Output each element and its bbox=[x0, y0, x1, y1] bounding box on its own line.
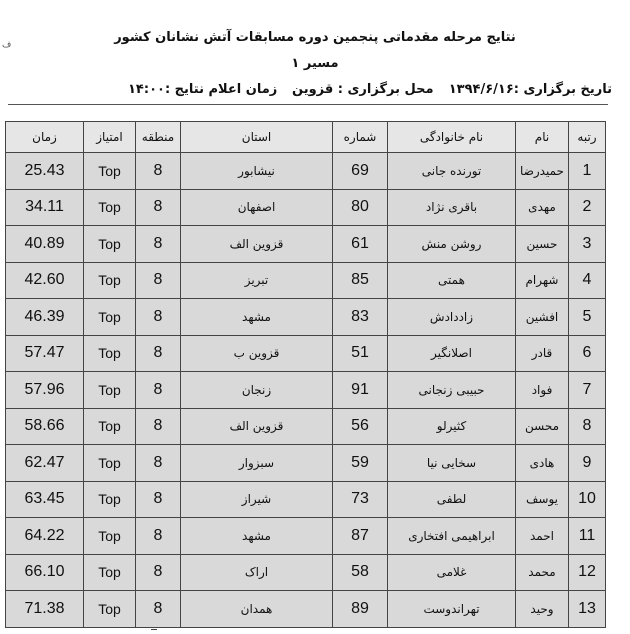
header-divider bbox=[8, 104, 608, 105]
header-rank: رتبه bbox=[569, 122, 606, 153]
header-province: استان bbox=[181, 122, 333, 153]
cell-number: 89 bbox=[333, 591, 388, 628]
cell-first-name: حسین bbox=[516, 226, 569, 263]
cell-time: 40.89 bbox=[6, 226, 84, 263]
cell-last-name: زاددادش bbox=[388, 299, 516, 336]
cell-region: 8 bbox=[136, 153, 181, 190]
cell-rank: 5 bbox=[569, 299, 606, 336]
cell-region: 8 bbox=[136, 299, 181, 336]
cell-province: تبریز bbox=[181, 262, 333, 299]
cell-time: 42.60 bbox=[6, 262, 84, 299]
cell-number: 59 bbox=[333, 445, 388, 482]
cell-rank: 12 bbox=[569, 554, 606, 591]
table-row bbox=[6, 518, 606, 555]
cell-number: 51 bbox=[333, 335, 388, 372]
table-row bbox=[6, 335, 606, 372]
cell-region: 8 bbox=[136, 189, 181, 226]
cell-time: 64.22 bbox=[6, 518, 84, 555]
cell-rank: 8 bbox=[569, 408, 606, 445]
cell-time: 57.96 bbox=[6, 372, 84, 409]
cell-score: Top bbox=[84, 554, 136, 591]
header-last-name: نام خانوادگی bbox=[388, 122, 516, 153]
cell-time: 63.45 bbox=[6, 481, 84, 518]
header-time: زمان bbox=[6, 122, 84, 153]
cell-time: 57.47 bbox=[6, 335, 84, 372]
cell-score: Top bbox=[84, 408, 136, 445]
cell-province: قزوین ب bbox=[181, 335, 333, 372]
cell-province: اراک bbox=[181, 554, 333, 591]
cell-province: مشهد bbox=[181, 518, 333, 555]
cell-score: Top bbox=[84, 445, 136, 482]
cell-last-name: لطفی bbox=[388, 481, 516, 518]
cell-first-name: وحید bbox=[516, 591, 569, 628]
cell-province: قزوین الف bbox=[181, 226, 333, 263]
cell-region: 8 bbox=[136, 408, 181, 445]
table-row bbox=[6, 445, 606, 482]
cell-first-name: فواد bbox=[516, 372, 569, 409]
cell-region: 8 bbox=[136, 554, 181, 591]
cell-score: Top bbox=[84, 372, 136, 409]
cell-region: 8 bbox=[136, 591, 181, 628]
table-row bbox=[6, 554, 606, 591]
cell-first-name: حمیدرضا bbox=[516, 153, 569, 190]
cell-time: 34.11 bbox=[6, 189, 84, 226]
cell-first-name: قادر bbox=[516, 335, 569, 372]
header-score: امتیاز bbox=[84, 122, 136, 153]
cell-province: مشهد bbox=[181, 299, 333, 336]
cell-rank: 2 bbox=[569, 189, 606, 226]
cell-last-name: اصلانگیر bbox=[388, 335, 516, 372]
cell-score: Top bbox=[84, 481, 136, 518]
cell-rank: 13 bbox=[569, 591, 606, 628]
cell-first-name: شهرام bbox=[516, 262, 569, 299]
truncated-mark bbox=[151, 629, 157, 633]
header-region: منطقه bbox=[136, 122, 181, 153]
cell-last-name: تورنده جانی bbox=[388, 153, 516, 190]
cell-province: شیراز bbox=[181, 481, 333, 518]
results-table bbox=[5, 121, 606, 628]
cell-province: اصفهان bbox=[181, 189, 333, 226]
cell-last-name: تهراندوست bbox=[388, 591, 516, 628]
cell-region: 8 bbox=[136, 372, 181, 409]
cell-score: Top bbox=[84, 226, 136, 263]
table-row bbox=[6, 299, 606, 336]
header-first-name: نام bbox=[516, 122, 569, 153]
cell-number: 80 bbox=[333, 189, 388, 226]
cell-number: 69 bbox=[333, 153, 388, 190]
cell-score: Top bbox=[84, 262, 136, 299]
cell-last-name: کثیرلو bbox=[388, 408, 516, 445]
cell-province: همدان bbox=[181, 591, 333, 628]
cell-first-name: احمد bbox=[516, 518, 569, 555]
cell-rank: 4 bbox=[569, 262, 606, 299]
cell-last-name: باقری نژاد bbox=[388, 189, 516, 226]
results-announce-time: زمان اعلام نتایج :۱۴:۰۰ bbox=[128, 82, 278, 97]
table-row bbox=[6, 481, 606, 518]
cell-rank: 3 bbox=[569, 226, 606, 263]
event-place: محل برگزاری : قزوین bbox=[292, 82, 434, 97]
cell-score: Top bbox=[84, 518, 136, 555]
cell-rank: 7 bbox=[569, 372, 606, 409]
cell-first-name: هادی bbox=[516, 445, 569, 482]
table-row bbox=[6, 153, 606, 190]
cell-number: 73 bbox=[333, 481, 388, 518]
cell-score: Top bbox=[84, 189, 136, 226]
cell-province: سبزوار bbox=[181, 445, 333, 482]
cell-region: 8 bbox=[136, 445, 181, 482]
cell-time: 62.47 bbox=[6, 445, 84, 482]
cell-region: 8 bbox=[136, 335, 181, 372]
cell-rank: 6 bbox=[569, 335, 606, 372]
document-title: نتایج مرحله مقدماتی پنجمین دوره مسابقات آتش نشانان کشور bbox=[114, 30, 516, 45]
cell-number: 61 bbox=[333, 226, 388, 263]
cell-time: 71.38 bbox=[6, 591, 84, 628]
cell-time: 66.10 bbox=[6, 554, 84, 591]
cell-last-name: ابراهیمی افتخاری bbox=[388, 518, 516, 555]
cell-rank: 1 bbox=[569, 153, 606, 190]
cell-score: Top bbox=[84, 299, 136, 336]
cell-rank: 11 bbox=[569, 518, 606, 555]
table-row bbox=[6, 189, 606, 226]
cell-first-name: محسن bbox=[516, 408, 569, 445]
cell-score: Top bbox=[84, 153, 136, 190]
header-number: شماره bbox=[333, 122, 388, 153]
table-header-row bbox=[6, 122, 606, 153]
cell-rank: 9 bbox=[569, 445, 606, 482]
stray-mark: ف bbox=[2, 40, 12, 50]
cell-last-name: روشن منش bbox=[388, 226, 516, 263]
cell-time: 25.43 bbox=[6, 153, 84, 190]
table-row bbox=[6, 408, 606, 445]
cell-province: زنجان bbox=[181, 372, 333, 409]
cell-region: 8 bbox=[136, 226, 181, 263]
cell-number: 83 bbox=[333, 299, 388, 336]
cell-last-name: سخایی نیا bbox=[388, 445, 516, 482]
cell-first-name: افشین bbox=[516, 299, 569, 336]
table-row bbox=[6, 262, 606, 299]
cell-province: قزوین الف bbox=[181, 408, 333, 445]
cell-first-name: یوسف bbox=[516, 481, 569, 518]
table-row bbox=[6, 591, 606, 628]
cell-time: 58.66 bbox=[6, 408, 84, 445]
cell-time: 46.39 bbox=[6, 299, 84, 336]
cell-number: 85 bbox=[333, 262, 388, 299]
cell-number: 87 bbox=[333, 518, 388, 555]
table-row bbox=[6, 226, 606, 263]
cell-province: نیشابور bbox=[181, 153, 333, 190]
event-date: تاریخ برگزاری :۱۳۹۴/۶/۱۶ bbox=[448, 82, 612, 97]
cell-last-name: غلامی bbox=[388, 554, 516, 591]
cell-last-name: همتی bbox=[388, 262, 516, 299]
cell-last-name: حبیبی زنجانی bbox=[388, 372, 516, 409]
cell-score: Top bbox=[84, 335, 136, 372]
cell-region: 8 bbox=[136, 262, 181, 299]
cell-rank: 10 bbox=[569, 481, 606, 518]
cell-first-name: مهدی bbox=[516, 189, 569, 226]
cell-number: 56 bbox=[333, 408, 388, 445]
cell-number: 58 bbox=[333, 554, 388, 591]
cell-region: 8 bbox=[136, 481, 181, 518]
cell-first-name: محمد bbox=[516, 554, 569, 591]
cell-region: 8 bbox=[136, 518, 181, 555]
table-row bbox=[6, 372, 606, 409]
cell-score: Top bbox=[84, 591, 136, 628]
cell-number: 91 bbox=[333, 372, 388, 409]
route-subtitle: مسیر ۱ bbox=[291, 56, 339, 71]
